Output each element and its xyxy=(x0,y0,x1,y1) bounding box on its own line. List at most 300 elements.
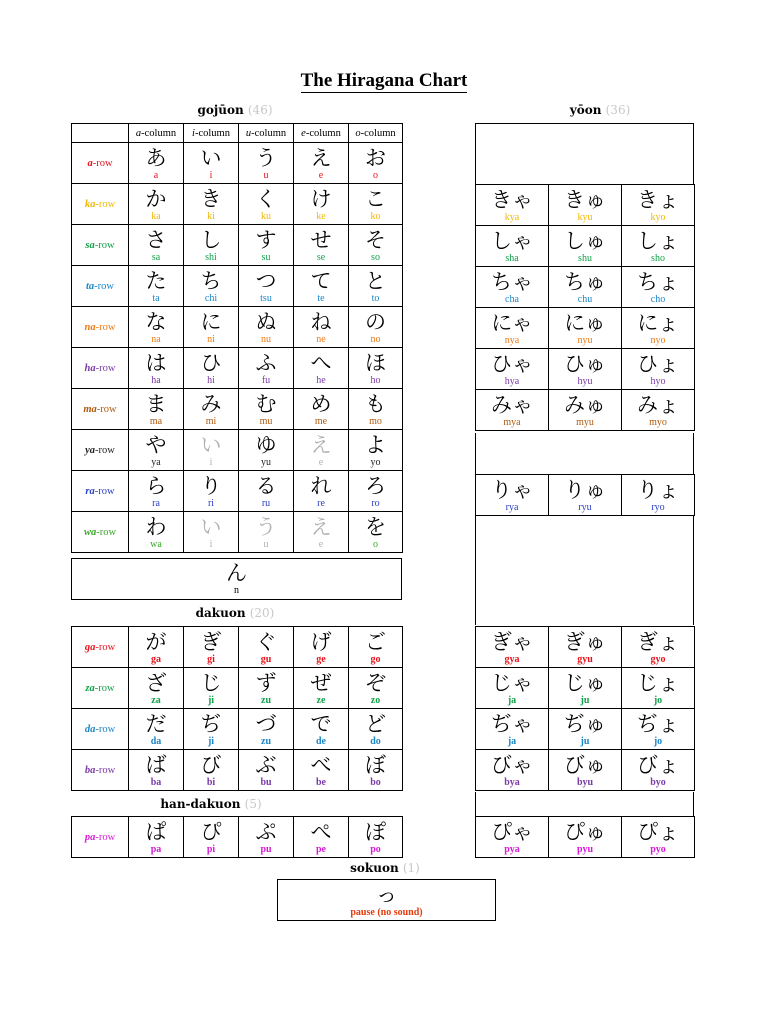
romaji: i xyxy=(209,539,213,550)
kana-glyph: びゃ xyxy=(491,753,533,777)
kana-cell xyxy=(476,709,549,750)
row-label xyxy=(72,471,129,512)
kana-cell xyxy=(349,709,403,750)
kana-cell xyxy=(294,307,349,348)
kana-glyph: ひゃ xyxy=(491,352,533,376)
kana-cell xyxy=(294,266,349,307)
romaji: de xyxy=(316,736,326,747)
row-label-suffix: -row xyxy=(95,764,116,776)
section-name: yōon xyxy=(569,103,602,117)
kana-glyph: に xyxy=(200,310,222,334)
section-count: (36) xyxy=(605,103,631,117)
kana-glyph: みゅ xyxy=(564,393,606,417)
yoon-empty-mid xyxy=(475,433,694,474)
kana-glyph: る xyxy=(255,474,277,498)
kana-cell xyxy=(239,307,294,348)
kana-cell xyxy=(184,750,239,791)
n-cell xyxy=(71,558,402,600)
romaji: bi xyxy=(206,777,216,788)
kana-glyph: み xyxy=(200,392,222,416)
romaji: be xyxy=(316,777,326,788)
romaji: i xyxy=(209,170,213,181)
kana-cell xyxy=(294,471,349,512)
romaji: gyu xyxy=(577,654,593,665)
romaji: zu xyxy=(261,736,271,747)
kana-glyph: い xyxy=(200,433,222,457)
handakuon-table xyxy=(71,816,403,858)
sokuon-cell xyxy=(277,879,496,921)
row-label-suffix: -row xyxy=(95,641,116,653)
row-label-kana-sound: ma xyxy=(83,403,97,415)
kana-glyph: ざ xyxy=(145,671,167,695)
romaji: yo xyxy=(370,457,381,468)
kana-cell xyxy=(129,627,184,668)
romaji: nya xyxy=(504,335,520,346)
romaji: to xyxy=(371,293,380,304)
romaji: bya xyxy=(504,777,520,788)
kana-cell xyxy=(349,471,403,512)
column-header-suffix: -column xyxy=(305,127,341,139)
kana-cell xyxy=(622,185,695,226)
kana-glyph: ちょ xyxy=(637,270,679,294)
romaji: ta xyxy=(152,293,160,304)
header-row xyxy=(72,124,403,143)
kana-glyph: ね xyxy=(310,310,332,334)
romaji: ke xyxy=(316,211,326,222)
kana-row xyxy=(72,512,403,553)
romaji: pe xyxy=(316,844,326,855)
romaji: ru xyxy=(261,498,271,509)
romaji: sa xyxy=(151,252,161,263)
kana-glyph: で xyxy=(310,712,332,736)
yoon-table-1 xyxy=(475,184,695,431)
kana-cell xyxy=(476,627,549,668)
kana-cell xyxy=(294,389,349,430)
row-label-suffix: -row xyxy=(96,403,117,415)
kana-glyph: う xyxy=(255,515,277,539)
kana-glyph: しゅ xyxy=(564,229,606,253)
romaji: gi xyxy=(207,654,215,665)
column-header-suffix: -column xyxy=(141,127,177,139)
kana-cell xyxy=(294,512,349,553)
row-label-suffix: -row xyxy=(95,444,115,456)
kana-cell xyxy=(239,627,294,668)
row-label-kana-sound: da xyxy=(84,723,96,735)
kana-cell xyxy=(129,668,184,709)
yoon-row xyxy=(476,475,695,516)
kana-cell xyxy=(349,512,403,553)
kana-glyph: す xyxy=(255,228,277,252)
kana-cell xyxy=(549,475,622,516)
kana-glyph: ぢゅ xyxy=(564,712,606,736)
kana-glyph: にゅ xyxy=(564,311,606,335)
kana-glyph: ひ xyxy=(200,351,222,375)
yoon-row xyxy=(476,817,695,858)
kana-glyph: い xyxy=(200,146,222,170)
kana-cell xyxy=(184,225,239,266)
kana-cell xyxy=(549,226,622,267)
kana-cell xyxy=(349,184,403,225)
kana-row xyxy=(72,225,403,266)
kana-cell xyxy=(349,627,403,668)
romaji: gya xyxy=(504,654,520,665)
kana-cell xyxy=(239,266,294,307)
kana-glyph: か xyxy=(145,187,167,211)
romaji: hyu xyxy=(577,376,593,387)
kana-glyph: ぢょ xyxy=(637,712,679,736)
romaji: cho xyxy=(650,294,666,305)
kana-cell xyxy=(476,668,549,709)
kana-glyph: ぎゅ xyxy=(564,630,606,654)
romaji: za xyxy=(151,695,161,706)
kana-glyph: い xyxy=(200,515,222,539)
yoon-row xyxy=(476,390,695,431)
column-header-vowel: i xyxy=(192,127,195,139)
kana-cell xyxy=(349,817,403,858)
kana-cell xyxy=(239,430,294,471)
kana-glyph: は xyxy=(145,351,167,375)
kana-cell xyxy=(349,307,403,348)
row-label xyxy=(72,512,129,553)
kana-row xyxy=(72,471,403,512)
section-name: gojūon xyxy=(197,103,244,117)
kana-cell xyxy=(294,817,349,858)
kana-glyph: ちゃ xyxy=(491,270,533,294)
kana-cell xyxy=(184,627,239,668)
kana-cell xyxy=(129,512,184,553)
romaji: bu xyxy=(260,777,272,788)
yoon-row xyxy=(476,750,695,791)
romaji: myo xyxy=(649,417,667,428)
kana-glyph: し xyxy=(200,228,222,252)
romaji: hi xyxy=(207,375,215,386)
kana-cell xyxy=(129,307,184,348)
kana-cell xyxy=(549,390,622,431)
section-label-dakuon xyxy=(150,606,320,620)
kana-cell xyxy=(239,709,294,750)
kana-glyph: へ xyxy=(310,351,332,375)
section-label-sokuon xyxy=(300,861,470,875)
row-label xyxy=(72,389,129,430)
section-name: dakuon xyxy=(195,606,246,620)
row-label xyxy=(72,143,129,184)
romaji: ze xyxy=(316,695,326,706)
kana-glyph: づ xyxy=(255,712,277,736)
kana-glyph: しょ xyxy=(637,229,679,253)
romaji: he xyxy=(316,375,326,386)
kana-cell xyxy=(549,267,622,308)
kana-glyph: ゆ xyxy=(255,433,277,457)
kana-glyph: ぐ xyxy=(255,630,277,654)
column-header xyxy=(129,124,184,143)
section-label-handakuon xyxy=(126,797,296,811)
kana-glyph: け xyxy=(310,187,332,211)
row-label xyxy=(72,225,129,266)
kana-glyph: っ xyxy=(376,883,397,907)
romaji: ne xyxy=(316,334,326,345)
yoon-row xyxy=(476,185,695,226)
romaji: u xyxy=(263,539,269,550)
kana-cell xyxy=(349,430,403,471)
romaji: ja xyxy=(507,695,517,706)
section-count: (20) xyxy=(249,606,275,620)
romaji: ge xyxy=(316,654,326,665)
romaji: pyu xyxy=(576,844,594,855)
romaji: ga xyxy=(151,654,161,665)
kana-glyph: ぱ xyxy=(145,820,167,844)
kana-glyph: ひゅ xyxy=(564,352,606,376)
kana-row xyxy=(72,348,403,389)
kana-cell xyxy=(239,817,294,858)
kana-glyph: え xyxy=(310,515,332,539)
kana-glyph: ご xyxy=(365,630,386,654)
row-label-suffix: -row xyxy=(94,239,115,251)
row-label-suffix: -row xyxy=(95,831,116,843)
kana-cell xyxy=(294,348,349,389)
romaji: te xyxy=(317,293,325,304)
kana-glyph: みゃ xyxy=(491,393,533,417)
section-count: (5) xyxy=(244,797,262,811)
kana-cell xyxy=(476,267,549,308)
row-label-suffix: -row xyxy=(94,485,115,497)
romaji: u xyxy=(263,170,269,181)
kana-glyph: きゅ xyxy=(564,188,606,212)
column-header xyxy=(349,124,403,143)
kana-glyph: ぎょ xyxy=(637,630,679,654)
kana-row xyxy=(72,389,403,430)
row-label-kana-sound: sa xyxy=(85,239,95,251)
romaji: zo xyxy=(370,695,381,706)
row-label-suffix: -row xyxy=(95,198,116,210)
romaji: chu xyxy=(577,294,593,305)
kana-cell xyxy=(349,668,403,709)
kana-glyph: ぞ xyxy=(365,671,386,695)
romaji: nu xyxy=(261,334,271,345)
row-label-kana-sound: a xyxy=(87,157,93,169)
romaji: ho xyxy=(370,375,381,386)
section-count: (46) xyxy=(247,103,273,117)
romaji: da xyxy=(150,736,162,747)
kana-glyph: ぴょ xyxy=(637,820,679,844)
kana-cell xyxy=(549,750,622,791)
kana-cell xyxy=(239,348,294,389)
romaji: jo xyxy=(653,695,663,706)
column-header-suffix: -column xyxy=(194,127,230,139)
kana-glyph: つ xyxy=(255,269,277,293)
kana-cell xyxy=(129,348,184,389)
kana-cell xyxy=(622,627,695,668)
kana-cell xyxy=(294,709,349,750)
kana-glyph: む xyxy=(255,392,277,416)
kana-cell xyxy=(622,750,695,791)
column-header xyxy=(239,124,294,143)
romaji: myu xyxy=(576,417,594,428)
kana-glyph: よ xyxy=(365,433,386,457)
kana-cell xyxy=(294,750,349,791)
row-label-kana-sound: ka xyxy=(84,198,96,210)
romaji: ryo xyxy=(651,502,665,513)
romaji: gyo xyxy=(650,654,666,665)
kana-cell xyxy=(129,266,184,307)
kana-cell xyxy=(294,668,349,709)
romaji: gu xyxy=(260,654,272,665)
kana-glyph: ぴ xyxy=(200,820,222,844)
kana-cell xyxy=(294,184,349,225)
romaji: wa xyxy=(150,539,162,550)
column-header xyxy=(294,124,349,143)
yoon-table-2 xyxy=(475,474,695,516)
kana-cell xyxy=(549,668,622,709)
yoon-empty-top xyxy=(475,123,694,184)
romaji: hyo xyxy=(650,376,666,387)
romaji: kya xyxy=(504,212,520,223)
row-label-suffix: -row xyxy=(92,157,113,169)
header-corner xyxy=(72,124,129,143)
romaji: ha xyxy=(151,375,161,386)
kana-cell xyxy=(622,308,695,349)
row-label-kana-sound: ha xyxy=(84,362,96,374)
kana-cell xyxy=(476,817,549,858)
kana-glyph: く xyxy=(255,187,277,211)
kana-cell xyxy=(349,348,403,389)
kana-cell xyxy=(549,627,622,668)
kana-cell xyxy=(129,430,184,471)
kana-glyph: きょ xyxy=(637,188,679,212)
yoon-dakuon-table xyxy=(475,626,695,791)
kana-glyph: え xyxy=(310,433,332,457)
kana-cell xyxy=(239,143,294,184)
kana-cell xyxy=(622,267,695,308)
kana-cell xyxy=(476,308,549,349)
row-label-suffix: -row xyxy=(95,723,116,735)
kana-row xyxy=(72,817,403,858)
row-label xyxy=(72,348,129,389)
kana-cell xyxy=(184,389,239,430)
kana-cell xyxy=(622,475,695,516)
column-header-vowel: a xyxy=(135,127,142,139)
kana-cell xyxy=(184,817,239,858)
kana-glyph: え xyxy=(310,146,332,170)
kana-glyph: た xyxy=(145,269,167,293)
kana-row xyxy=(72,627,403,668)
yoon-row xyxy=(476,267,695,308)
kana-cell xyxy=(294,627,349,668)
yoon-row xyxy=(476,308,695,349)
row-label-suffix: -row xyxy=(94,280,114,292)
romaji: so xyxy=(371,252,380,263)
kana-glyph: ぢ xyxy=(200,712,222,736)
kana-glyph: が xyxy=(145,630,167,654)
kana-cell xyxy=(349,143,403,184)
romaji: pya xyxy=(504,844,520,855)
kana-cell xyxy=(622,226,695,267)
kana-cell xyxy=(184,709,239,750)
kana-glyph: じゅ xyxy=(564,671,606,695)
kana-glyph: びゅ xyxy=(564,753,606,777)
kana-glyph: ぎゃ xyxy=(491,630,533,654)
romaji: o xyxy=(373,170,378,181)
kana-cell xyxy=(549,817,622,858)
kana-cell xyxy=(239,750,294,791)
romaji: fu xyxy=(261,375,271,386)
kana-glyph: め xyxy=(310,392,332,416)
romaji: nyu xyxy=(577,335,593,346)
kana-cell xyxy=(129,143,184,184)
kana-glyph: こ xyxy=(365,187,386,211)
column-header-vowel: e xyxy=(301,127,306,139)
kana-glyph: ちゅ xyxy=(564,270,606,294)
kana-cell xyxy=(184,307,239,348)
gojuon-table xyxy=(71,123,403,553)
romaji: ri xyxy=(207,498,215,509)
romaji: i xyxy=(209,457,213,468)
kana-glyph: ぴゅ xyxy=(564,820,606,844)
romaji: rya xyxy=(505,502,519,513)
romaji: ju xyxy=(580,736,590,747)
kana-cell xyxy=(184,512,239,553)
romaji: pyo xyxy=(650,844,666,855)
kana-glyph: り xyxy=(200,474,222,498)
row-label-kana-sound: na xyxy=(84,321,96,333)
kana-cell xyxy=(476,390,549,431)
kana-cell xyxy=(129,471,184,512)
romaji: a xyxy=(153,170,159,181)
kana-cell xyxy=(129,184,184,225)
romaji: ko xyxy=(370,211,381,222)
kana-glyph: りょ xyxy=(637,478,679,502)
page-title-text: The Hiragana Chart xyxy=(300,70,468,91)
section-label-yoon xyxy=(515,103,685,117)
kana-glyph: ぎ xyxy=(200,630,222,654)
romaji: ki xyxy=(207,211,215,222)
kana-glyph: ま xyxy=(145,392,167,416)
kana-cell xyxy=(476,185,549,226)
kana-glyph: にょ xyxy=(637,311,679,335)
kana-glyph: ど xyxy=(365,712,386,736)
romaji: kyo xyxy=(650,212,666,223)
kana-cell xyxy=(184,471,239,512)
romaji: ja xyxy=(507,736,517,747)
romaji: kyu xyxy=(577,212,593,223)
romaji: byu xyxy=(576,777,594,788)
kana-cell xyxy=(129,709,184,750)
kana-cell xyxy=(622,668,695,709)
kana-row xyxy=(72,430,403,471)
romaji: nyo xyxy=(650,335,666,346)
kana-cell xyxy=(549,185,622,226)
yoon-row xyxy=(476,709,695,750)
romaji: chi xyxy=(204,293,218,304)
column-header-vowel: u xyxy=(245,127,252,139)
kana-glyph: わ xyxy=(145,515,167,539)
kana-glyph: げ xyxy=(310,630,332,654)
kana-cell xyxy=(129,389,184,430)
section-count: (1) xyxy=(402,861,420,875)
dakuon-table xyxy=(71,626,403,791)
kana-cell xyxy=(239,184,294,225)
yoon-row xyxy=(476,668,695,709)
row-label-suffix: -row xyxy=(94,682,115,694)
column-header-suffix: -column xyxy=(360,127,396,139)
romaji: se xyxy=(316,252,326,263)
kana-cell xyxy=(349,389,403,430)
row-label-kana-sound: ra xyxy=(85,485,95,497)
kana-glyph: ん xyxy=(226,561,247,585)
kana-cell xyxy=(349,750,403,791)
romaji: re xyxy=(317,498,325,509)
kana-glyph: も xyxy=(365,392,386,416)
romaji: mo xyxy=(369,416,382,427)
